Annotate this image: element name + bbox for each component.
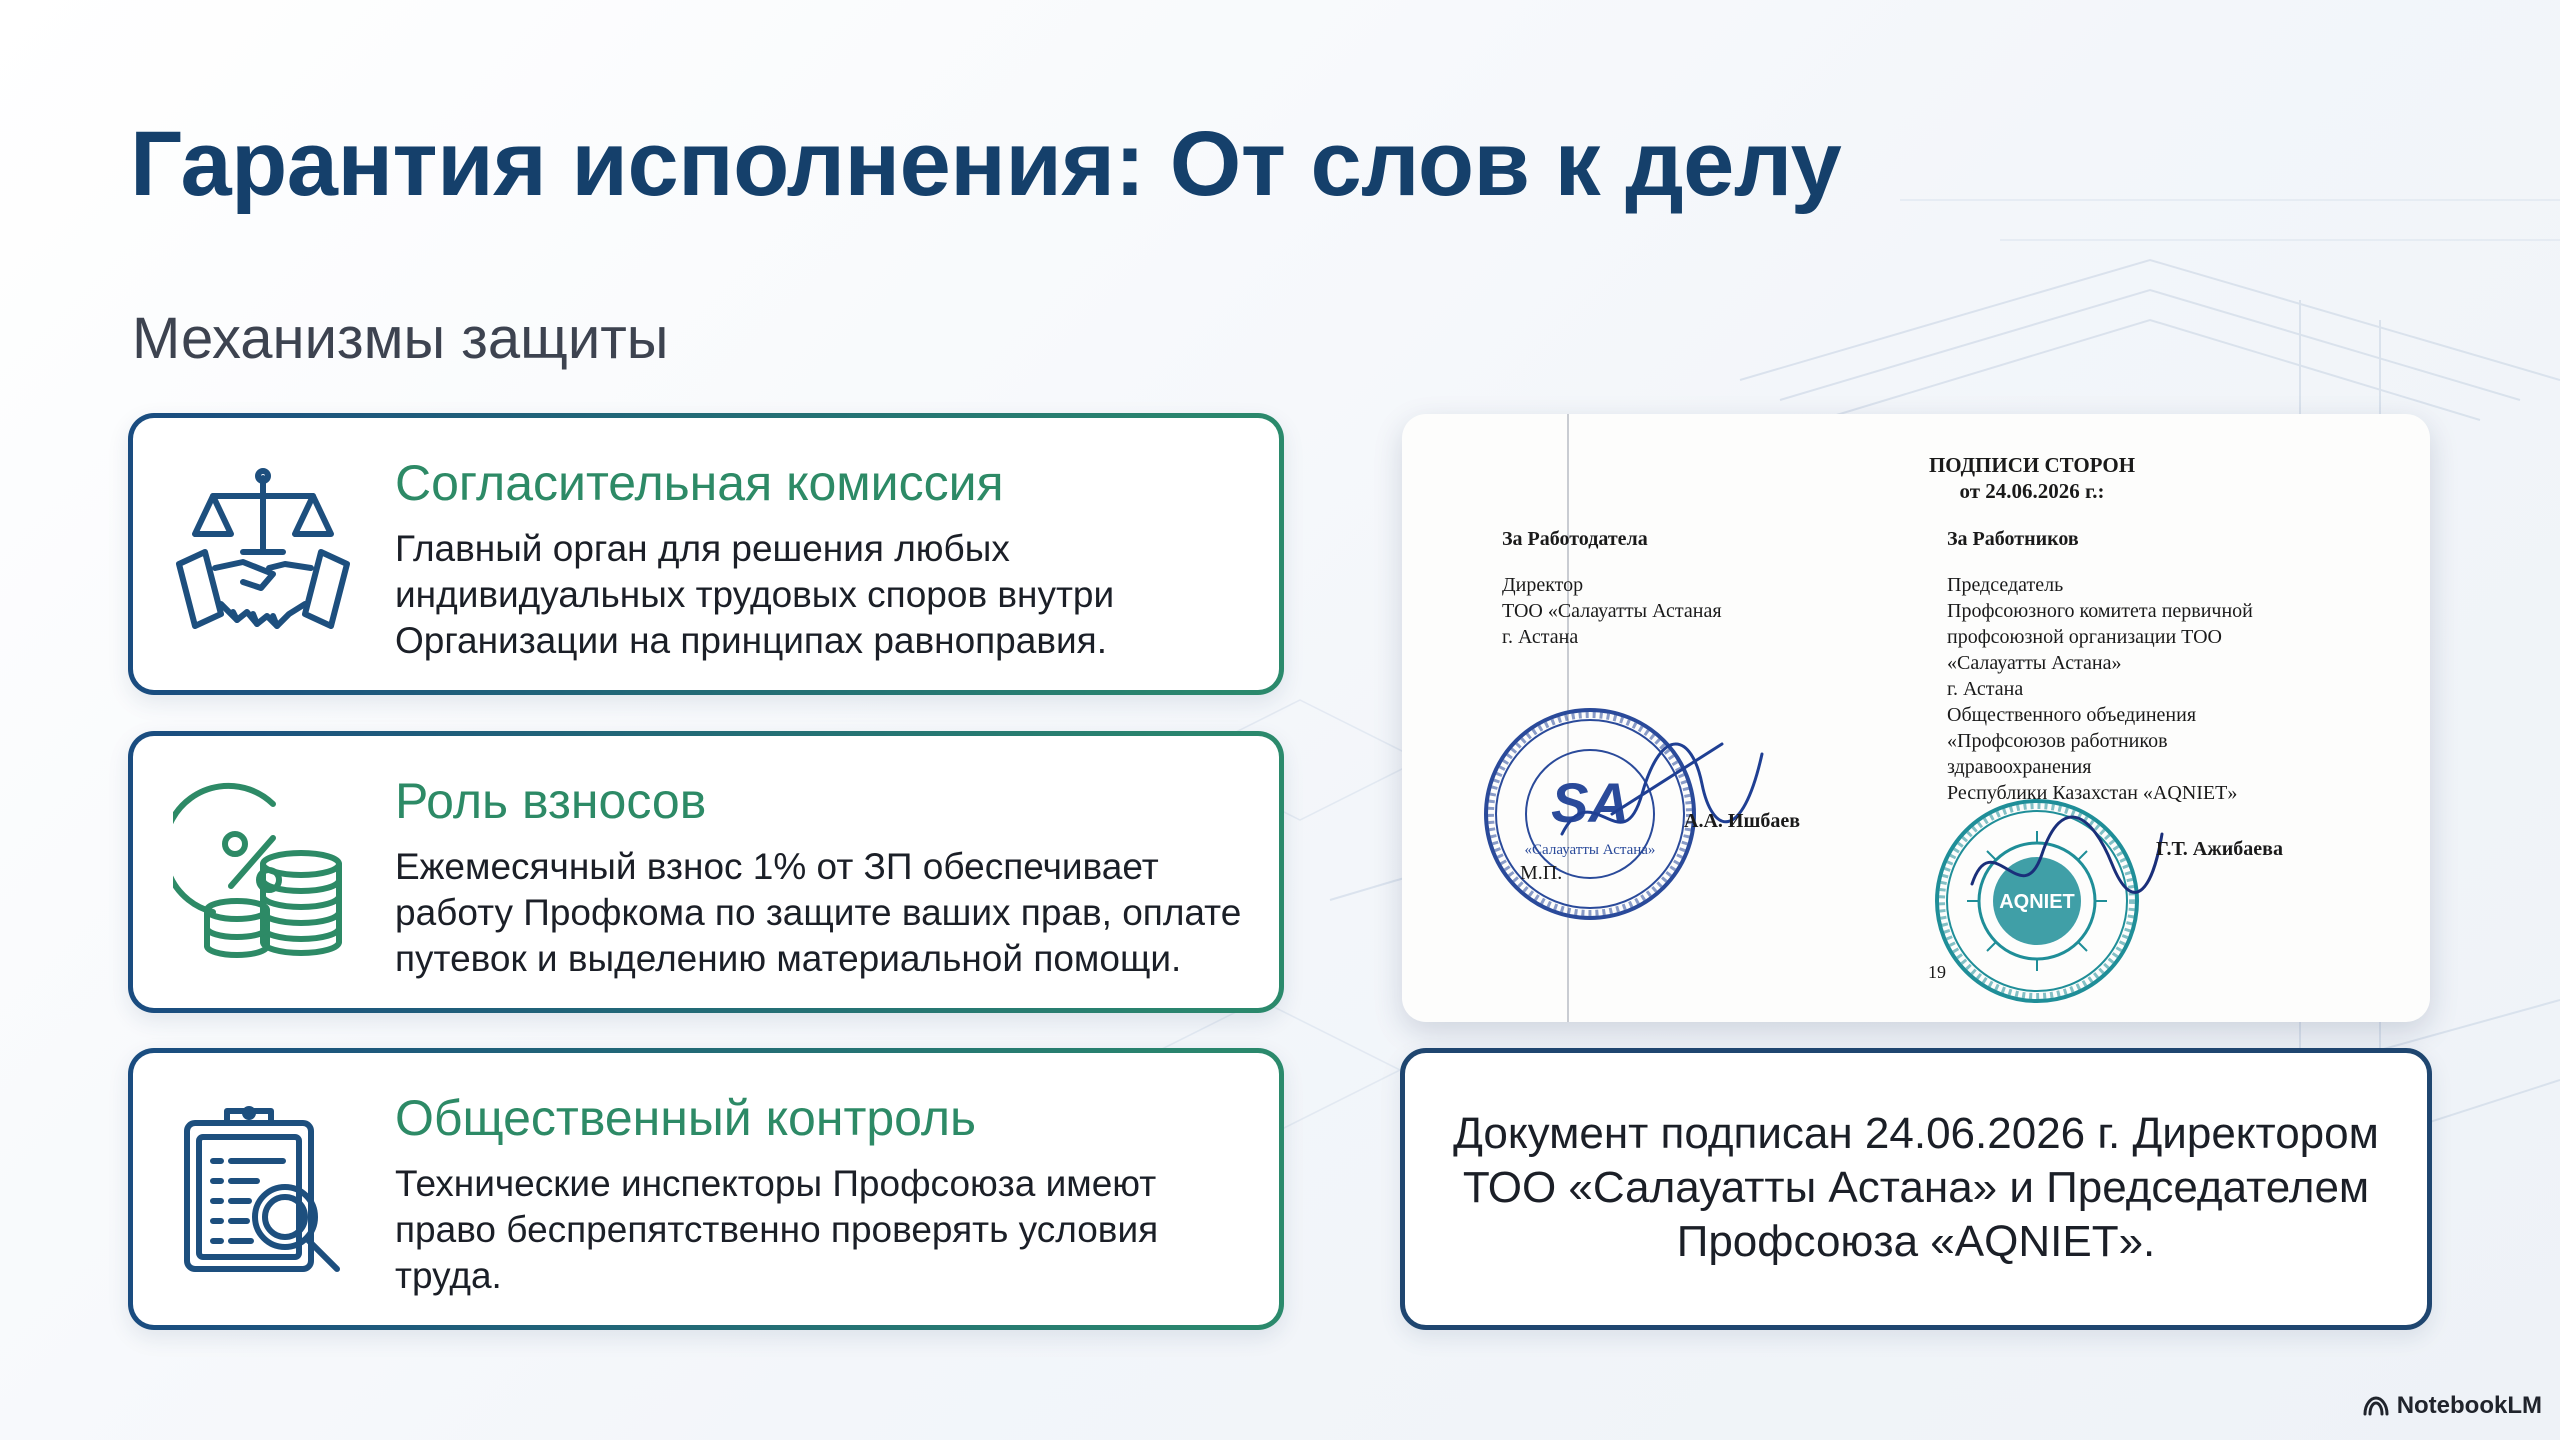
employer-signatory-name: А.А. Ишбаев: [1684, 810, 1801, 832]
employer-signature-scribble: [1552, 714, 1772, 874]
signed-document-image: [1402, 414, 2430, 1022]
employer-stamp-mark: SA: [1551, 771, 1629, 834]
mechanism-description: Главный орган для решения любых индивидуальных трудовых споров внутри Организации на принципах равноправия.: [395, 528, 1115, 661]
mechanism-title: Согласительная комиссия: [395, 455, 1004, 511]
employees-line: Председатель: [1947, 574, 2064, 596]
scales-handshake-icon: [173, 464, 353, 644]
document-heading: [1862, 452, 2202, 504]
mechanism-title: Общественный контроль: [395, 1090, 977, 1146]
employer-header: За Работодатела: [1502, 528, 1648, 550]
employees-line: Республики Казахстан «AQNIET»: [1947, 782, 2238, 804]
employer-line: г. Астана: [1502, 626, 1579, 648]
notebooklm-branding: [2363, 1392, 2542, 1420]
signing-summary-text: Документ подписан 24.06.2026 г. Директором ТОО «Салауатты Астана» и Председателем Профсоюза «AQNIET».: [1453, 1109, 2379, 1266]
seal-place-label: М.П.: [1520, 862, 1563, 884]
mechanism-description: Технические инспекторы Профсоюза имеют право беспрепятственно проверять условия труда.: [395, 1163, 1159, 1296]
mechanism-title: Роль взносов: [395, 773, 707, 829]
employees-line: Профсоюзного комитета первичной: [1947, 600, 2253, 622]
brand-label: NotebookLM: [2396, 1392, 2542, 1419]
section-subtitle: Механизмы защиты: [132, 306, 669, 371]
notebooklm-logo-icon: [2363, 1396, 2389, 1416]
percent-coins-icon: [173, 782, 353, 962]
employees-stamp-text: AQNIET: [1999, 891, 2075, 913]
document-page-number: 19: [1928, 962, 1946, 982]
employer-line: ТОО «Салауатты Астаная: [1502, 600, 1722, 622]
employees-line: «Салауатты Астана»: [1947, 652, 2122, 674]
employer-line: Директор: [1502, 574, 1584, 596]
employer-signature-block: [1502, 526, 1802, 650]
employees-line: профсоюзной организации ТОО: [1947, 626, 2222, 648]
mechanism-description: Ежемесячный взнос 1% от ЗП обеспечивает работу Профкома по защите ваших прав, оплате путевок и выделению материальной помощи.: [395, 846, 1242, 979]
slide-title: Гарантия исполнения: От слов к делу: [130, 113, 1842, 215]
employees-line: здравоохранения: [1947, 756, 2092, 778]
employees-line: Общественного объединения: [1947, 704, 2197, 726]
mechanism-card-public-control: [128, 1048, 1284, 1330]
employees-line: «Профсоюзов работников: [1947, 730, 2168, 752]
employees-signature-block: [1947, 526, 2327, 806]
employees-line: г. Астана: [1947, 678, 2024, 700]
mechanism-card-contributions: [128, 731, 1284, 1013]
document-heading-date: от 24.06.2026 г.:: [1959, 479, 2105, 503]
employees-header: За Работников: [1947, 528, 2079, 550]
document-heading-title: ПОДПИСИ СТОРОН: [1928, 453, 2136, 477]
clipboard-magnifier-icon: [173, 1099, 353, 1279]
signing-summary-card: [1400, 1048, 2432, 1330]
mechanism-card-conciliation-commission: [128, 413, 1284, 695]
employees-signature-scribble: [1962, 804, 2172, 924]
employer-stamp-text: «Салауатты Астана»: [1524, 842, 1656, 858]
employees-signatory-name: Г.Т. Ажибаева: [2156, 838, 2283, 860]
